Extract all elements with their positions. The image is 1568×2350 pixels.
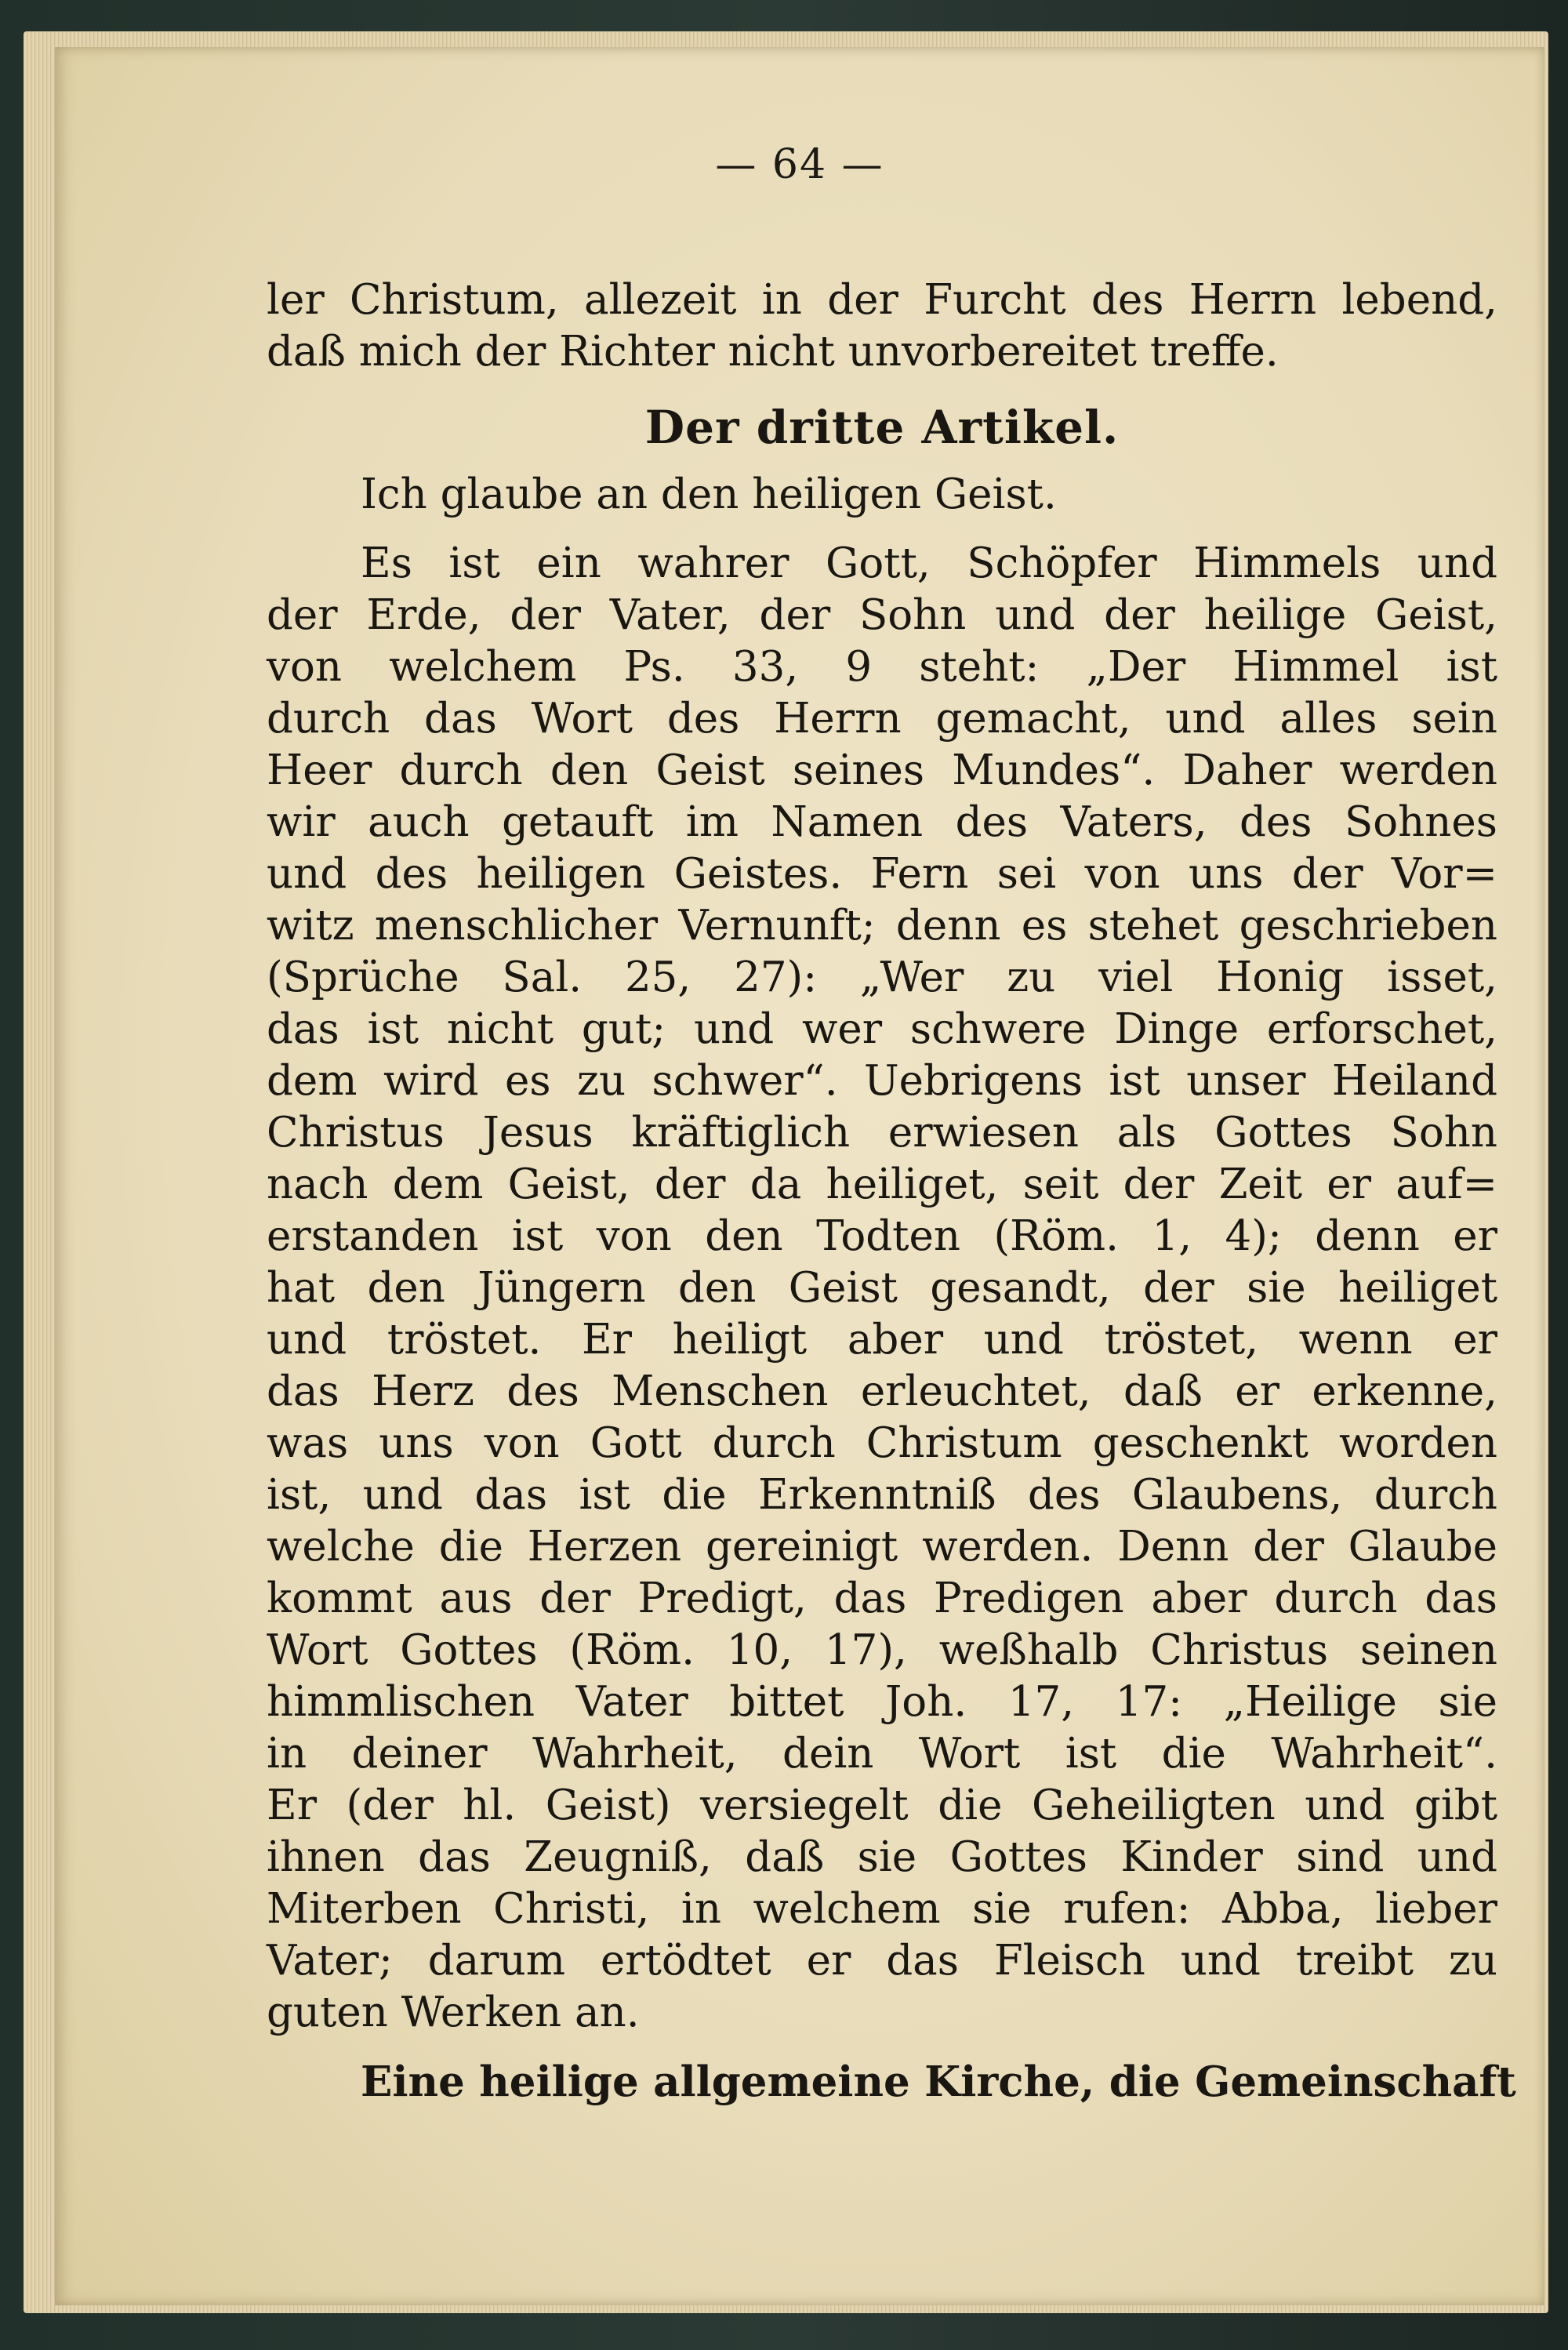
text-line: dem wird es zu schwer“. Uebrigens ist unser Heiland (267, 1057, 1497, 1105)
text-line: das Herz des Menschen erleuchtet, daß er erkenne, (267, 1368, 1497, 1415)
section-heading: Der dritte Artikel. (644, 401, 1120, 454)
text-line: nach dem Geist, der da heiliget, seit der Zeit er auf= (267, 1160, 1497, 1208)
text-line: erstanden ist von den Todten (Röm. 1, 4); denn er (267, 1212, 1497, 1260)
spacer (267, 2039, 1497, 2056)
text-line: was uns von Gott durch Christum geschenkt worden (267, 1419, 1497, 1467)
text-line: ist, und das ist die Erkenntniß des Glaubens, durch (267, 1471, 1497, 1519)
final-line: Eine heilige allgemeine Kirche, die Gemeinschaft (361, 2058, 1516, 2106)
text-line: (Sprüche Sal. 25, 27): „Wer zu viel Honig isset, (267, 953, 1497, 1001)
text-line: daß mich der Richter nicht unvorbereitet treffe. (267, 328, 1279, 376)
text-line: wir auch getauft im Namen des Vaters, des Sohnes (267, 798, 1497, 846)
text-line: und tröstet. Er heiligt aber und tröstet, wenn er (267, 1316, 1497, 1364)
text-line: und des heiligen Geistes. Fern sei von uns der Vor= (267, 850, 1497, 898)
text-line: der Erde, der Vater, der Sohn und der heilige Geist, (267, 591, 1497, 639)
text-line: in deiner Wahrheit, dein Wort ist die Wahrheit“. (267, 1730, 1497, 1778)
text-line: durch das Wort des Herrn gemacht, und alles sein (267, 695, 1497, 743)
text-line: ihnen das Zeugniß, daß sie Gottes Kinder sind und (267, 1833, 1497, 1881)
spacer (267, 521, 1497, 538)
text-line: Christus Jesus kräftiglich erwiesen als Gottes Sohn (267, 1109, 1497, 1157)
text-line: hat den Jüngern den Geist gesandt, der sie heiliget (267, 1264, 1497, 1312)
text-line: witz menschlicher Vernunft; denn es stehet geschrieben (267, 902, 1497, 950)
creed-line: Ich glaube an den heiligen Geist. (361, 470, 1057, 518)
text-line: welche die Herzen gereinigt werden. Denn der Glaube (267, 1523, 1497, 1571)
text-line: himmlischen Vater bittet Joh. 17, 17: „Heilige sie (267, 1678, 1497, 1726)
page-text (267, 274, 1516, 2108)
book-page (55, 47, 1544, 2305)
text-line: guten Werken an. (267, 1989, 640, 2036)
text-line: ler Christum, allezeit in der Furcht des Herrn lebend, (267, 276, 1497, 324)
text-line: Vater; darum ertödtet er das Fleisch und treibt zu (267, 1937, 1497, 1985)
text-line: Es ist ein wahrer Gott, Schöpfer Himmels und (361, 539, 1497, 587)
text-line: Miterben Christi, in welchem sie rufen: Abba, lieber (267, 1885, 1497, 1933)
text-line: Wort Gottes (Röm. 10, 17), weßhalb Christus seinen (267, 1626, 1497, 1674)
text-line: von welchem Ps. 33, 9 steht: „Der Himmel ist (267, 643, 1497, 691)
text-line: das ist nicht gut; und wer schwere Dinge erforschet, (267, 1005, 1497, 1053)
text-line: Heer durch den Geist seines Mundes“. Daher werden (267, 746, 1497, 794)
page-number: — 64 — (715, 141, 884, 188)
text-line: Er (der hl. Geist) versiegelt die Geheiligten und gibt (267, 1782, 1497, 1829)
text-line: kommt aus der Predigt, das Predigen aber durch das (267, 1575, 1497, 1622)
